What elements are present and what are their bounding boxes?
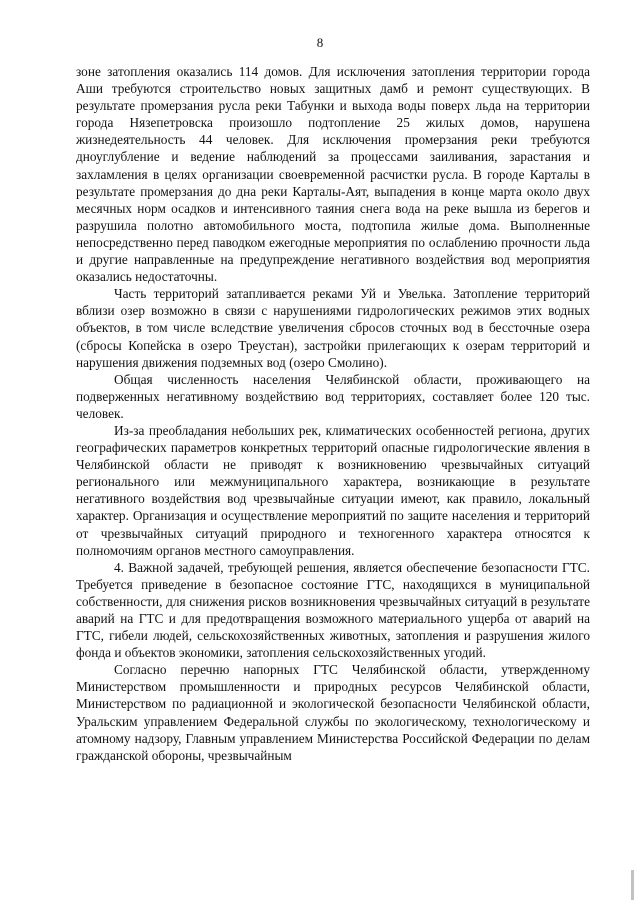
paragraph-flood-zone-continuation: зоне затопления оказались 114 домов. Для исключения затопления территории города Аши требуются строительство новых защитных дамб и ремонт существующих. В результате промерзания русла реки Табунки и выхода воды поверх льда на территории города Нязепетровска произошло подтопление 25 жилых домов, нарушена жизнедеятельность 44 человек. Для исключения промерзания реки требуются дноуглубление и ведение наблюдений за процессами заиливания, зарастания и захламления в целях организации своевременной расчистки русла. В городе Карталы в результате промерзания до дна реки Карталы-Аят, выпадения в конце марта около двух месячных норм осадков и интенсивного таяния снега вода на реке вышла из берегов и разрушила полотно автомобильного моста, подтопила жилые дома. Выполненные непосредственно перед паводком ежегодные мероприятия по ослаблению прочности льда и другие направленные на предупреждение негативного воздействия вод мероприятия оказались недостаточны. [76, 64, 590, 285]
paragraph-hydrological-phenomena: Из-за преобладания небольших рек, климатических особенностей региона, других географических параметров конкретных территорий опасные гидрологические явления в Челябинской области не приводят к возникновению чрезвычайных ситуаций регионального или межмуниципального характера, возникающие в результате негативного воздействия вод чрезвычайные ситуации имеют, как правило, локальный характер. Организация и осуществление мероприятий по защите населения и территорий от чрезвычайных ситуаций природного и техногенного характера относятся к полномочиям органов местного самоуправления. [76, 422, 590, 558]
document-body [76, 63, 590, 764]
paragraph-rivers-ui-uvelka: Часть территорий затапливается реками Уй и Увелька. Затопление территорий вблизи озер возможно в связи с нарушениями гидрологических режимов этих водных объектов, в том числе вследствие увеличения сбросов сточных вод в бессточные озера (сбросы Копейска в озеро Треустан), застройки прилегающих к озерам территорий и нарушения движения подземных вод (озеро Смолино). [76, 286, 590, 370]
page-number: 8 [316, 35, 324, 50]
paragraph-gts-safety: 4. Важной задачей, требующей решения, является обеспечение безопасности ГТС. Требуется приведение в безопасное состояние ГТС, находящихся в муниципальной собственности, для снижения рисков возникновения чрезвычайных ситуаций в результате аварий на ГТС и для предотвращения возможного материального ущерба от аварий на ГТС, гибели людей, сельскохозяйственных животных, затопления и разрушения жилого фонда и объектов экономики, затопления сельскохозяйственных угодий. [76, 559, 590, 661]
paragraph-gts-list: Согласно перечню напорных ГТС Челябинской области, утвержденному Министерством промышленности и природных ресурсов Челябинской области, Министерством по радиационной и экологической безопасности Челябинской области, Уральским управлением Федеральной службы по экологическому, технологическому и атомному надзору, Главным управлением Министерства Российской Федерации по делам гражданской обороны, чрезвычайным [76, 662, 590, 763]
scan-edge-mark [631, 870, 634, 900]
paragraph-population-affected: Общая численность населения Челябинской области, проживающего на подверженных негативному воздействию вод территориях, составляет более 120 тыс. человек. [76, 371, 590, 421]
